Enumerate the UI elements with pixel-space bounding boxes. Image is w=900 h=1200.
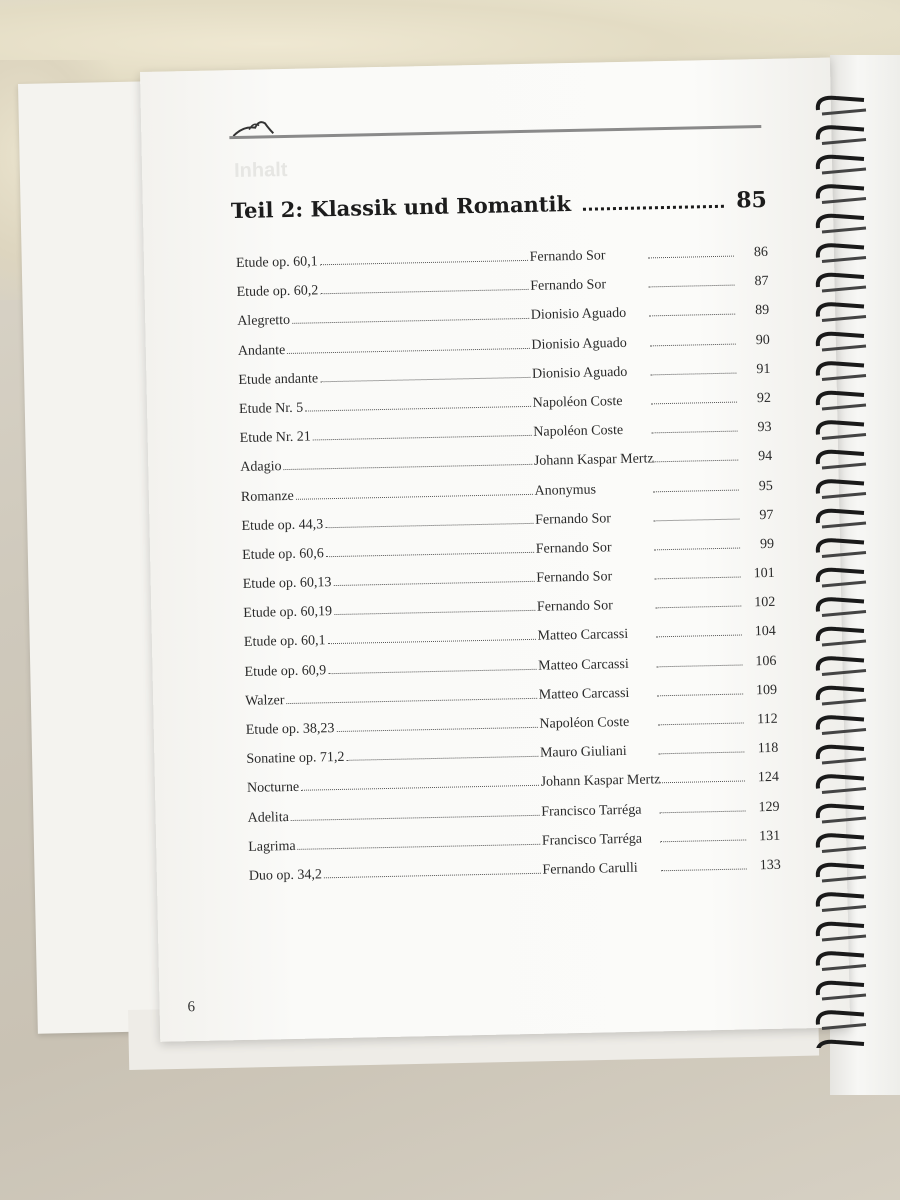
leader-dots bbox=[649, 343, 735, 346]
spiral-coil-back bbox=[822, 759, 866, 763]
spiral-coil-back bbox=[822, 671, 866, 675]
spiral-coil-back bbox=[822, 966, 866, 970]
spiral-coil bbox=[818, 452, 864, 464]
leader-dots bbox=[328, 639, 536, 644]
entry-composer: Francisco Tarréga bbox=[541, 802, 642, 820]
entry-composer: Fernando Carulli bbox=[542, 860, 638, 878]
entry-title: Adagio bbox=[240, 459, 282, 476]
entry-composer: Fernando Sor bbox=[530, 277, 607, 295]
entry-page-number: 129 bbox=[758, 799, 780, 815]
spiral-coil bbox=[818, 688, 864, 700]
spiral-binding bbox=[812, 88, 872, 1048]
leader-dots bbox=[320, 289, 528, 294]
entry-page-number: 93 bbox=[757, 419, 772, 436]
spiral-coil-back bbox=[822, 936, 866, 940]
entry-page-number: 99 bbox=[759, 536, 775, 552]
leader-dots bbox=[324, 873, 541, 879]
spiral-coil bbox=[818, 717, 864, 729]
entry-page-number: 109 bbox=[755, 682, 778, 699]
entry-page-number: 102 bbox=[754, 595, 776, 611]
leader-dots bbox=[328, 668, 536, 673]
entry-composer: Johann Kaspar Mertz bbox=[540, 772, 661, 791]
section-page-number: 85 bbox=[735, 186, 768, 214]
spiral-coil-back bbox=[822, 523, 866, 527]
spiral-coil-back bbox=[822, 140, 866, 144]
entry-title: Alegretto bbox=[237, 313, 291, 330]
entry-composer: Napoléon Coste bbox=[533, 423, 624, 440]
entry-composer: Anonymus bbox=[534, 482, 597, 499]
entry-page-number: 106 bbox=[755, 653, 777, 669]
spiral-coil-back bbox=[822, 907, 866, 911]
entry-composer: Napoléon Coste bbox=[532, 393, 623, 411]
leader-dots bbox=[651, 431, 737, 434]
spiral-coil bbox=[818, 127, 864, 139]
entry-page-number: 118 bbox=[757, 740, 779, 757]
leader-dots bbox=[657, 722, 743, 725]
spiral-coil-back bbox=[822, 995, 866, 999]
spiral-coil bbox=[818, 747, 864, 759]
leader-dots bbox=[654, 577, 740, 580]
leader-dots bbox=[660, 839, 746, 842]
spiral-coil-back bbox=[822, 287, 866, 291]
entry-page-number: 91 bbox=[756, 361, 771, 377]
entry-title: Lagrima bbox=[248, 838, 296, 855]
leader-dots bbox=[658, 752, 744, 755]
entry-composer: Mauro Giuliani bbox=[539, 744, 627, 761]
entry-composer: Matteo Carcassi bbox=[538, 685, 630, 703]
table-of-contents bbox=[236, 245, 781, 898]
entry-page-number: 124 bbox=[757, 770, 780, 786]
spiral-coil-back bbox=[822, 199, 866, 203]
entry-title: Etude op. 60,9 bbox=[244, 662, 327, 680]
leader-dots bbox=[296, 493, 533, 499]
show-through-text: Inhalt bbox=[233, 158, 288, 183]
entry-title: Walzer bbox=[245, 692, 285, 709]
leader-dots bbox=[301, 785, 539, 791]
spiral-coil bbox=[818, 570, 864, 582]
spiral-coil-back bbox=[822, 405, 866, 409]
leader-dots bbox=[655, 606, 741, 609]
leader-dots bbox=[657, 693, 743, 696]
entry-title: Etude op. 60,1 bbox=[243, 633, 326, 651]
entry-page-number: 133 bbox=[759, 857, 781, 874]
entry-title: Nocturne bbox=[246, 780, 300, 797]
leader-dots bbox=[305, 406, 530, 412]
section-heading bbox=[231, 187, 767, 224]
leader-dots bbox=[337, 727, 538, 732]
entry-title: Etude op. 38,23 bbox=[245, 721, 335, 738]
spiral-coil bbox=[818, 334, 864, 346]
entry-title: Etude op. 60,19 bbox=[243, 604, 333, 622]
spiral-coil-back bbox=[822, 789, 866, 793]
entry-composer: Matteo Carcassi bbox=[538, 656, 629, 674]
spiral-coil bbox=[818, 393, 864, 405]
entry-title: Etude op. 60,1 bbox=[235, 254, 318, 272]
entry-page-number: 112 bbox=[757, 711, 778, 728]
spiral-coil-back bbox=[822, 435, 866, 439]
entry-page-number: 90 bbox=[755, 332, 770, 348]
leader-dots bbox=[320, 260, 528, 265]
spiral-coil bbox=[818, 1042, 864, 1048]
leader-dots bbox=[284, 464, 532, 470]
spiral-coil bbox=[818, 776, 864, 788]
leader-dots bbox=[320, 377, 530, 382]
header-rule bbox=[229, 125, 761, 139]
spiral-coil-back bbox=[822, 258, 866, 262]
leader-dots bbox=[334, 610, 535, 615]
leader-dots bbox=[313, 435, 531, 441]
entry-title: Sonatine op. 71,2 bbox=[246, 750, 345, 768]
spiral-coil bbox=[818, 835, 864, 847]
entry-title: Etude op. 60,2 bbox=[236, 283, 319, 301]
leader-dots bbox=[326, 552, 534, 557]
spiral-coil bbox=[818, 186, 864, 198]
leader-dots bbox=[656, 635, 742, 638]
entry-composer: Matteo Carcassi bbox=[537, 627, 629, 645]
spiral-coil bbox=[818, 865, 864, 877]
entry-composer: Johann Kaspar Mertz bbox=[533, 451, 654, 470]
leader-dots bbox=[287, 347, 529, 353]
book-page bbox=[140, 58, 850, 1042]
spiral-coil bbox=[818, 924, 864, 936]
entry-composer: Dionisio Aguado bbox=[531, 364, 628, 382]
spiral-coil-back bbox=[822, 730, 866, 734]
section-leader-dots bbox=[583, 205, 724, 211]
leader-dots bbox=[648, 256, 734, 259]
leader-dots bbox=[659, 810, 745, 813]
spiral-coil-back bbox=[822, 1025, 866, 1029]
spiral-coil-back bbox=[822, 700, 866, 704]
entry-composer: Francisco Tarréga bbox=[541, 831, 643, 849]
leader-dots bbox=[653, 489, 739, 492]
entry-composer: Fernando Sor bbox=[536, 569, 613, 586]
leader-dots bbox=[652, 460, 738, 463]
spiral-coil bbox=[818, 629, 864, 641]
spiral-coil-back bbox=[822, 169, 866, 173]
entry-title: Romanze bbox=[240, 488, 294, 505]
spiral-coil-back bbox=[822, 848, 866, 852]
entry-page-number: 87 bbox=[754, 274, 769, 290]
leader-dots bbox=[291, 814, 539, 820]
entry-page-number: 95 bbox=[758, 478, 773, 494]
leader-dots bbox=[659, 781, 745, 784]
spiral-coil bbox=[818, 422, 864, 434]
entry-title: Andante bbox=[237, 342, 286, 359]
entry-page-number: 86 bbox=[753, 244, 769, 261]
leader-dots bbox=[649, 314, 735, 317]
folio-page-number: 6 bbox=[187, 999, 196, 1016]
entry-title: Etude op. 44,3 bbox=[241, 516, 324, 534]
entry-page-number: 97 bbox=[759, 507, 774, 523]
entry-title: Etude andante bbox=[238, 371, 319, 388]
entry-title: Etude op. 60,13 bbox=[242, 575, 332, 593]
leader-dots bbox=[656, 664, 742, 667]
entry-page-number: 131 bbox=[758, 828, 781, 844]
spiral-coil bbox=[818, 157, 864, 169]
leader-dots bbox=[653, 518, 739, 521]
spiral-coil bbox=[818, 599, 864, 611]
entry-title: Adelita bbox=[247, 809, 290, 826]
spiral-coil bbox=[818, 363, 864, 375]
entry-page-number: 89 bbox=[754, 303, 770, 319]
spiral-coil bbox=[818, 275, 864, 287]
spiral-coil-back bbox=[822, 376, 866, 380]
spiral-coil bbox=[818, 953, 864, 965]
leader-dots bbox=[346, 756, 538, 761]
spiral-coil bbox=[818, 540, 864, 552]
spiral-coil-back bbox=[822, 110, 866, 114]
entry-page-number: 104 bbox=[754, 624, 777, 640]
spiral-coil bbox=[818, 245, 864, 257]
leader-dots bbox=[654, 547, 740, 550]
entry-composer: Dionisio Aguado bbox=[531, 335, 627, 353]
entry-composer: Fernando Sor bbox=[534, 510, 612, 528]
entry-page-number: 94 bbox=[758, 449, 773, 465]
spiral-coil bbox=[818, 658, 864, 670]
leader-dots bbox=[333, 581, 534, 586]
leader-dots bbox=[298, 844, 540, 850]
leader-dots bbox=[648, 285, 734, 288]
spiral-coil-back bbox=[822, 494, 866, 498]
spiral-coil-back bbox=[822, 346, 866, 350]
spiral-coil bbox=[818, 983, 864, 995]
entry-title: Duo op. 34,2 bbox=[248, 867, 323, 884]
section-title: Teil 2: Klassik und Romantik bbox=[230, 191, 572, 224]
entry-title: Etude op. 60,6 bbox=[241, 546, 324, 563]
spiral-coil bbox=[818, 1012, 864, 1024]
spiral-coil-back bbox=[822, 582, 866, 586]
entry-title: Etude Nr. 21 bbox=[239, 429, 311, 447]
spiral-coil-back bbox=[822, 228, 866, 232]
entry-composer: Fernando Sor bbox=[536, 598, 613, 616]
leader-dots bbox=[292, 318, 529, 324]
entry-page-number: 92 bbox=[756, 390, 772, 407]
spiral-coil bbox=[818, 511, 864, 523]
spiral-coil-back bbox=[822, 877, 866, 881]
leader-dots bbox=[661, 868, 747, 871]
spiral-coil bbox=[818, 98, 864, 110]
entry-page-number: 101 bbox=[753, 565, 775, 582]
spiral-coil-back bbox=[822, 553, 866, 557]
spiral-coil bbox=[818, 481, 864, 493]
entry-composer: Dionisio Aguado bbox=[530, 306, 627, 324]
spiral-coil bbox=[818, 894, 864, 906]
leader-dots bbox=[650, 372, 736, 375]
leader-dots bbox=[651, 402, 737, 405]
spiral-coil-back bbox=[822, 317, 866, 321]
leader-dots bbox=[287, 698, 537, 704]
entry-composer: Napoléon Coste bbox=[539, 714, 630, 732]
entry-title: Etude Nr. 5 bbox=[238, 400, 304, 417]
spiral-coil-back bbox=[822, 641, 866, 645]
spiral-coil-back bbox=[822, 464, 866, 468]
spiral-coil bbox=[818, 216, 864, 228]
spiral-coil bbox=[818, 304, 864, 316]
spiral-coil-back bbox=[822, 818, 866, 822]
leader-dots bbox=[325, 523, 533, 528]
entry-composer: Fernando Sor bbox=[535, 540, 612, 557]
spiral-coil-back bbox=[822, 612, 866, 616]
spiral-coil bbox=[818, 806, 864, 818]
entry-composer: Fernando Sor bbox=[529, 248, 606, 265]
